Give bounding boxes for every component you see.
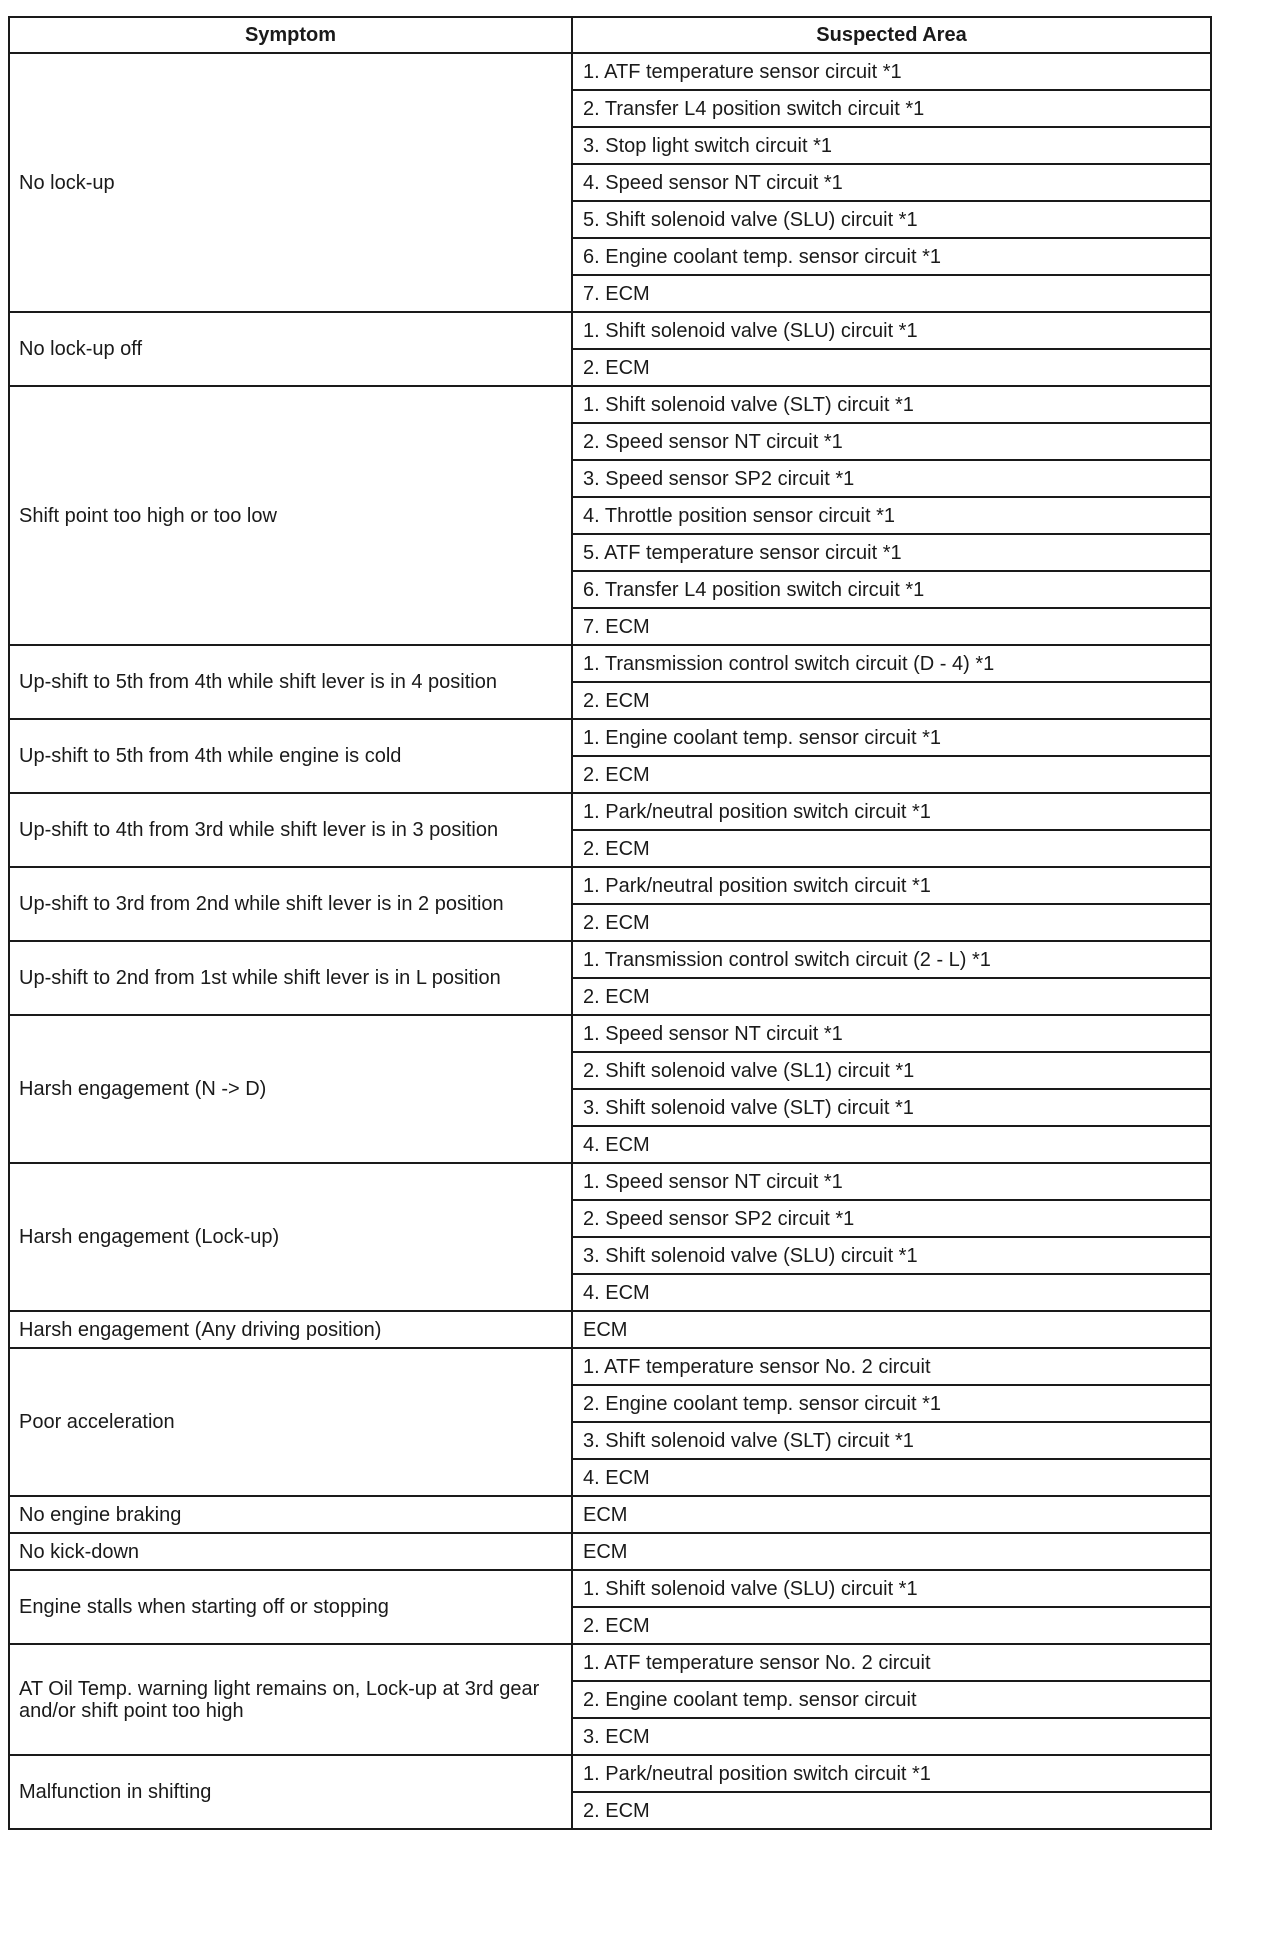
suspected-area-cell: 3. Stop light switch circuit *1 bbox=[572, 127, 1211, 164]
table-row bbox=[9, 719, 1211, 756]
suspected-area-cell: 2. ECM bbox=[572, 1607, 1211, 1644]
suspected-area-cell: 1. ATF temperature sensor No. 2 circuit bbox=[572, 1644, 1211, 1681]
suspected-area-cell: 2. Transfer L4 position switch circuit *1 bbox=[572, 90, 1211, 127]
suspected-area-cell: 4. Throttle position sensor circuit *1 bbox=[572, 497, 1211, 534]
suspected-area-cell: 2. Engine coolant temp. sensor circuit *1 bbox=[572, 1385, 1211, 1422]
table-row bbox=[9, 1496, 1211, 1533]
suspected-area-cell: 5. Shift solenoid valve (SLU) circuit *1 bbox=[572, 201, 1211, 238]
suspected-area-cell: 1. Transmission control switch circuit (2 - L) *1 bbox=[572, 941, 1211, 978]
suspected-area-cell: 2. ECM bbox=[572, 978, 1211, 1015]
symptom-cell: Harsh engagement (Lock-up) bbox=[9, 1163, 572, 1311]
suspected-area-cell: 2. ECM bbox=[572, 756, 1211, 793]
suspected-area-cell: 3. Shift solenoid valve (SLT) circuit *1 bbox=[572, 1422, 1211, 1459]
suspected-area-cell: 7. ECM bbox=[572, 608, 1211, 645]
symptom-cell: Up-shift to 5th from 4th while shift lever is in 4 position bbox=[9, 645, 572, 719]
suspected-area-cell: 1. Engine coolant temp. sensor circuit *1 bbox=[572, 719, 1211, 756]
table-row bbox=[9, 312, 1211, 349]
suspected-area-cell: 6. Engine coolant temp. sensor circuit *1 bbox=[572, 238, 1211, 275]
suspected-area-cell: 2. Speed sensor NT circuit *1 bbox=[572, 423, 1211, 460]
symptom-cell: AT Oil Temp. warning light remains on, Lock-up at 3rd gear and/or shift point too high bbox=[9, 1644, 572, 1755]
symptom-cell: Engine stalls when starting off or stopping bbox=[9, 1570, 572, 1644]
suspected-area-cell: 5. ATF temperature sensor circuit *1 bbox=[572, 534, 1211, 571]
suspected-area-cell: 1. Shift solenoid valve (SLT) circuit *1 bbox=[572, 386, 1211, 423]
symptom-cell: No lock-up off bbox=[9, 312, 572, 386]
suspected-area-cell: 2. ECM bbox=[572, 1792, 1211, 1829]
suspected-area-cell: 1. Park/neutral position switch circuit *1 bbox=[572, 867, 1211, 904]
suspected-area-cell: 3. ECM bbox=[572, 1718, 1211, 1755]
table-header-row bbox=[9, 17, 1211, 53]
table-row bbox=[9, 1348, 1211, 1385]
suspected-area-cell: 7. ECM bbox=[572, 275, 1211, 312]
suspected-area-cell: 1. ATF temperature sensor circuit *1 bbox=[572, 53, 1211, 90]
symptom-cell: Up-shift to 3rd from 2nd while shift lever is in 2 position bbox=[9, 867, 572, 941]
symptom-cell: Harsh engagement (Any driving position) bbox=[9, 1311, 572, 1348]
suspected-area-cell: 3. Shift solenoid valve (SLT) circuit *1 bbox=[572, 1089, 1211, 1126]
table-row bbox=[9, 941, 1211, 978]
symptom-cell: Harsh engagement (N -> D) bbox=[9, 1015, 572, 1163]
suspected-area-cell: ECM bbox=[572, 1496, 1211, 1533]
table-row bbox=[9, 1570, 1211, 1607]
symptom-cell: Up-shift to 4th from 3rd while shift lever is in 3 position bbox=[9, 793, 572, 867]
suspected-area-cell: 6. Transfer L4 position switch circuit *1 bbox=[572, 571, 1211, 608]
suspected-area-cell: 1. Shift solenoid valve (SLU) circuit *1 bbox=[572, 312, 1211, 349]
suspected-area-cell: ECM bbox=[572, 1533, 1211, 1570]
suspected-area-cell: 3. Shift solenoid valve (SLU) circuit *1 bbox=[572, 1237, 1211, 1274]
suspected-area-cell: 1. Transmission control switch circuit (D - 4) *1 bbox=[572, 645, 1211, 682]
suspected-area-cell: 1. ATF temperature sensor No. 2 circuit bbox=[572, 1348, 1211, 1385]
suspected-area-cell: 4. ECM bbox=[572, 1459, 1211, 1496]
header-suspected-area: Suspected Area bbox=[572, 17, 1211, 53]
symptom-cell: No engine braking bbox=[9, 1496, 572, 1533]
table-row bbox=[9, 1311, 1211, 1348]
suspected-area-cell: 2. Engine coolant temp. sensor circuit bbox=[572, 1681, 1211, 1718]
table-row bbox=[9, 867, 1211, 904]
symptom-cell: No kick-down bbox=[9, 1533, 572, 1570]
suspected-area-cell: 1. Park/neutral position switch circuit *1 bbox=[572, 1755, 1211, 1792]
table-row bbox=[9, 793, 1211, 830]
suspected-area-cell: 2. Shift solenoid valve (SL1) circuit *1 bbox=[572, 1052, 1211, 1089]
symptom-cell: Poor acceleration bbox=[9, 1348, 572, 1496]
table-row bbox=[9, 1644, 1211, 1681]
suspected-area-cell: 1. Park/neutral position switch circuit *1 bbox=[572, 793, 1211, 830]
symptom-cell: Shift point too high or too low bbox=[9, 386, 572, 645]
symptom-table bbox=[8, 16, 1212, 1830]
suspected-area-cell: 2. Speed sensor SP2 circuit *1 bbox=[572, 1200, 1211, 1237]
table-row bbox=[9, 645, 1211, 682]
table-row bbox=[9, 1015, 1211, 1052]
table-row bbox=[9, 1533, 1211, 1570]
table-row bbox=[9, 53, 1211, 90]
suspected-area-cell: 4. ECM bbox=[572, 1274, 1211, 1311]
suspected-area-cell: 1. Speed sensor NT circuit *1 bbox=[572, 1163, 1211, 1200]
table-row bbox=[9, 386, 1211, 423]
symptom-cell: Up-shift to 2nd from 1st while shift lever is in L position bbox=[9, 941, 572, 1015]
symptom-cell: Up-shift to 5th from 4th while engine is cold bbox=[9, 719, 572, 793]
suspected-area-cell: 1. Speed sensor NT circuit *1 bbox=[572, 1015, 1211, 1052]
symptom-cell: Malfunction in shifting bbox=[9, 1755, 572, 1829]
suspected-area-cell: ECM bbox=[572, 1311, 1211, 1348]
suspected-area-cell: 2. ECM bbox=[572, 904, 1211, 941]
table-row bbox=[9, 1755, 1211, 1792]
suspected-area-cell: 3. Speed sensor SP2 circuit *1 bbox=[572, 460, 1211, 497]
table-row bbox=[9, 1163, 1211, 1200]
suspected-area-cell: 4. ECM bbox=[572, 1126, 1211, 1163]
suspected-area-cell: 1. Shift solenoid valve (SLU) circuit *1 bbox=[572, 1570, 1211, 1607]
suspected-area-cell: 2. ECM bbox=[572, 830, 1211, 867]
suspected-area-cell: 2. ECM bbox=[572, 349, 1211, 386]
symptom-cell: No lock-up bbox=[9, 53, 572, 312]
suspected-area-cell: 4. Speed sensor NT circuit *1 bbox=[572, 164, 1211, 201]
table-body bbox=[9, 53, 1211, 1829]
suspected-area-cell: 2. ECM bbox=[572, 682, 1211, 719]
header-symptom: Symptom bbox=[9, 17, 572, 53]
